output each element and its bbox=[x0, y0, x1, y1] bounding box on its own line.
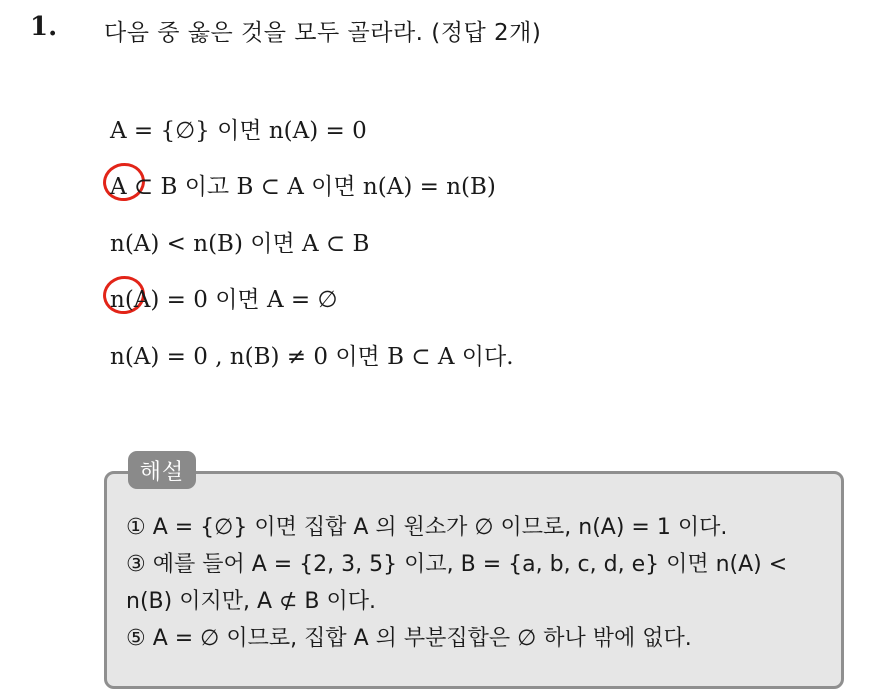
choice-2-text: A ⊂ B 이고 B ⊂ A 이면 n(A) = n(B) bbox=[110, 174, 496, 200]
question-prompt: 다음 중 옳은 것을 모두 골라라. (정답 2개) bbox=[104, 20, 542, 46]
choice-3[interactable] bbox=[110, 225, 369, 258]
question-number: 1. bbox=[30, 12, 58, 42]
choice-4[interactable] bbox=[110, 281, 338, 314]
solution-line-1: ① A = {∅} 이면 집합 A 의 원소가 ∅ 이므로, n(A) = 1 이다. bbox=[126, 515, 728, 540]
solution-line-3: n(B) 이지만, A ⊄ B 이다. bbox=[126, 589, 376, 614]
choice-2[interactable] bbox=[110, 168, 496, 201]
solution-box bbox=[104, 471, 844, 689]
choice-5-text: n(A) = 0 , n(B) ≠ 0 이면 B ⊂ A 이다. bbox=[110, 344, 514, 370]
solution-label: 해설 bbox=[128, 451, 196, 489]
choice-5[interactable] bbox=[110, 338, 514, 371]
choice-1-text: A = {∅} 이면 n(A) = 0 bbox=[110, 118, 367, 144]
choice-4-text: n(A) = 0 이면 A = ∅ bbox=[110, 287, 338, 313]
solution-line-2: ③ 예를 들어 A = {2, 3, 5} 이고, B = {a, b, c, d, e} 이면 n(A) < bbox=[126, 552, 788, 577]
solution-line-4: ⑤ A = ∅ 이므로, 집합 A 의 부분집합은 ∅ 하나 밖에 없다. bbox=[126, 626, 692, 651]
choice-1[interactable] bbox=[110, 112, 367, 145]
choice-3-text: n(A) < n(B) 이면 A ⊂ B bbox=[110, 231, 370, 257]
